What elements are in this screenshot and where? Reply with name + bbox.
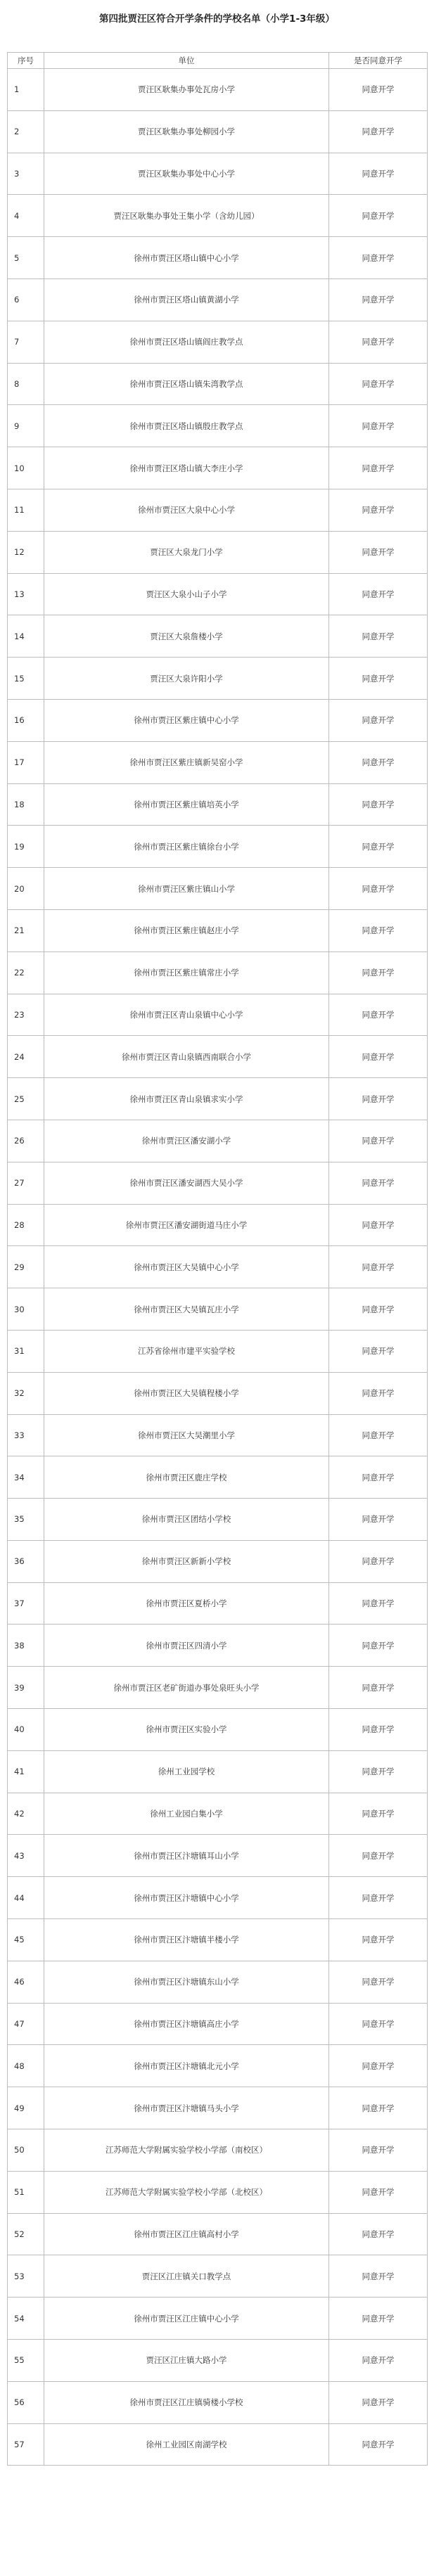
table-row	[8, 2298, 428, 2340]
table-row	[8, 1582, 428, 1625]
row-number: 49	[8, 2087, 44, 2129]
approval-status: 同意开学	[329, 1246, 428, 1288]
row-number: 17	[8, 741, 44, 783]
table-row	[8, 1330, 428, 1372]
row-number: 21	[8, 909, 44, 951]
school-name: 徐州市贾汪区大泉中心小学	[44, 489, 329, 531]
row-number: 12	[8, 531, 44, 573]
unit-column-header: 单位	[44, 53, 329, 69]
school-name: 徐州市贾汪区塔山镇朱湾教学点	[44, 363, 329, 405]
school-name: 徐州市贾汪区潘安湖小学	[44, 1120, 329, 1162]
row-number: 19	[8, 826, 44, 868]
row-number: 43	[8, 1835, 44, 1877]
school-name: 徐州市贾汪区汴塘镇北元小学	[44, 2045, 329, 2087]
approval-status: 同意开学	[329, 2298, 428, 2340]
school-name: 徐州市贾汪区大吴镇中心小学	[44, 1246, 329, 1288]
table-row	[8, 2340, 428, 2382]
school-name: 徐州市贾汪区塔山镇殷庄教学点	[44, 405, 329, 447]
row-number: 31	[8, 1330, 44, 1372]
approval-status: 同意开学	[329, 1625, 428, 1667]
school-name: 徐州市贾汪区江庄镇高村小学	[44, 2213, 329, 2255]
approval-status: 同意开学	[329, 909, 428, 951]
row-number: 54	[8, 2298, 44, 2340]
table-row	[8, 1540, 428, 1582]
table-row	[8, 1961, 428, 2003]
approval-status: 同意开学	[329, 868, 428, 910]
row-number: 23	[8, 994, 44, 1036]
status-column-header: 是否同意开学	[329, 53, 428, 69]
approval-status: 同意开学	[329, 489, 428, 531]
school-name: 徐州市贾汪区紫庄镇山小学	[44, 868, 329, 910]
approval-status: 同意开学	[329, 1961, 428, 2003]
row-number: 8	[8, 363, 44, 405]
school-name: 徐州市贾汪区塔山镇阎庄教学点	[44, 321, 329, 363]
row-number: 40	[8, 1709, 44, 1751]
table-row	[8, 1204, 428, 1246]
approval-status: 同意开学	[329, 2087, 428, 2129]
table-row	[8, 278, 428, 321]
row-number: 53	[8, 2255, 44, 2298]
table-row	[8, 1036, 428, 1078]
table-body	[8, 69, 428, 2466]
table-row	[8, 699, 428, 741]
school-name: 贾汪区大泉詹楼小学	[44, 615, 329, 658]
row-number: 26	[8, 1120, 44, 1162]
approval-status: 同意开学	[329, 1288, 428, 1331]
table-row	[8, 237, 428, 279]
table-row	[8, 1372, 428, 1414]
school-name: 贾汪区江庄镇关口教学点	[44, 2255, 329, 2298]
row-number: 9	[8, 405, 44, 447]
school-name: 江苏省徐州市建平实验学校	[44, 1330, 329, 1372]
approval-status: 同意开学	[329, 1750, 428, 1793]
table-row	[8, 531, 428, 573]
table-row	[8, 153, 428, 195]
table-row	[8, 741, 428, 783]
school-name: 徐州市贾汪区夏桥小学	[44, 1582, 329, 1625]
school-name: 徐州市贾汪区紫庄镇培英小学	[44, 783, 329, 826]
table-row	[8, 110, 428, 153]
table-row	[8, 405, 428, 447]
school-name: 徐州市贾汪区汴塘镇高庄小学	[44, 2003, 329, 2045]
school-name: 徐州市贾汪区四清小学	[44, 1625, 329, 1667]
approval-status: 同意开学	[329, 1499, 428, 1541]
row-number: 3	[8, 153, 44, 195]
approval-status: 同意开学	[329, 1330, 428, 1372]
school-list-table	[7, 52, 428, 2466]
row-number: 55	[8, 2340, 44, 2382]
school-name: 徐州工业园区南湖学校	[44, 2423, 329, 2466]
school-name: 徐州市贾汪区青山泉镇西南联合小学	[44, 1036, 329, 1078]
school-name: 徐州市贾汪区新新小学校	[44, 1540, 329, 1582]
school-name: 贾汪区耿集办事处柳园小学	[44, 110, 329, 153]
approval-status: 同意开学	[329, 615, 428, 658]
school-name: 徐州市贾汪区大吴镇瓦庄小学	[44, 1288, 329, 1331]
approval-status: 同意开学	[329, 658, 428, 700]
table-header-row	[8, 53, 428, 69]
row-number: 42	[8, 1793, 44, 1835]
row-number: 41	[8, 1750, 44, 1793]
approval-status: 同意开学	[329, 447, 428, 489]
row-number: 16	[8, 699, 44, 741]
table-row	[8, 489, 428, 531]
table-row	[8, 1456, 428, 1499]
row-number: 46	[8, 1961, 44, 2003]
approval-status: 同意开学	[329, 2340, 428, 2382]
row-number: 33	[8, 1414, 44, 1456]
school-name: 徐州市贾汪区大吴镇程楼小学	[44, 1372, 329, 1414]
table-row	[8, 1877, 428, 1919]
row-number: 25	[8, 1078, 44, 1120]
approval-status: 同意开学	[329, 1036, 428, 1078]
table-row	[8, 658, 428, 700]
school-name: 徐州市贾汪区紫庄镇新吴窑小学	[44, 741, 329, 783]
approval-status: 同意开学	[329, 2381, 428, 2423]
approval-status: 同意开学	[329, 741, 428, 783]
table-row	[8, 573, 428, 615]
table-row	[8, 1078, 428, 1120]
table-row	[8, 1750, 428, 1793]
table-row	[8, 1625, 428, 1667]
table-row	[8, 1120, 428, 1162]
row-number: 29	[8, 1246, 44, 1288]
approval-status: 同意开学	[329, 2003, 428, 2045]
row-number: 39	[8, 1667, 44, 1709]
table-row	[8, 69, 428, 111]
school-name: 徐州市贾汪区汴塘镇耳山小学	[44, 1835, 329, 1877]
approval-status: 同意开学	[329, 2129, 428, 2172]
school-name: 徐州市贾汪区江庄镇骑楼小学校	[44, 2381, 329, 2423]
approval-status: 同意开学	[329, 2255, 428, 2298]
approval-status: 同意开学	[329, 2423, 428, 2466]
table-row	[8, 1499, 428, 1541]
row-number: 30	[8, 1288, 44, 1331]
table-row	[8, 951, 428, 994]
approval-status: 同意开学	[329, 2045, 428, 2087]
school-name: 徐州市贾汪区汴塘镇半楼小学	[44, 1919, 329, 1961]
school-name: 贾汪区耿集办事处王集小学（含幼儿园）	[44, 195, 329, 237]
approval-status: 同意开学	[329, 69, 428, 111]
approval-status: 同意开学	[329, 2171, 428, 2213]
row-number: 52	[8, 2213, 44, 2255]
approval-status: 同意开学	[329, 2213, 428, 2255]
approval-status: 同意开学	[329, 363, 428, 405]
approval-status: 同意开学	[329, 1456, 428, 1499]
school-name: 徐州市贾汪区汴塘镇马头小学	[44, 2087, 329, 2129]
school-name: 徐州市贾汪区鹿庄学校	[44, 1456, 329, 1499]
approval-status: 同意开学	[329, 1793, 428, 1835]
school-name: 徐州工业园白集小学	[44, 1793, 329, 1835]
row-number: 28	[8, 1204, 44, 1246]
school-name: 徐州市贾汪区紫庄镇中心小学	[44, 699, 329, 741]
approval-status: 同意开学	[329, 237, 428, 279]
table-row	[8, 2171, 428, 2213]
row-number: 6	[8, 278, 44, 321]
row-number: 10	[8, 447, 44, 489]
school-name: 徐州市贾汪区汴塘镇东山小学	[44, 1961, 329, 2003]
table-row	[8, 868, 428, 910]
row-number: 4	[8, 195, 44, 237]
row-number: 56	[8, 2381, 44, 2423]
index-column-header: 序号	[8, 53, 44, 69]
approval-status: 同意开学	[329, 321, 428, 363]
row-number: 13	[8, 573, 44, 615]
table-row	[8, 2087, 428, 2129]
school-name: 江苏师范大学附属实验学校小学部（北校区）	[44, 2171, 329, 2213]
approval-status: 同意开学	[329, 573, 428, 615]
approval-status: 同意开学	[329, 405, 428, 447]
row-number: 44	[8, 1877, 44, 1919]
school-name: 徐州市贾汪区实验小学	[44, 1709, 329, 1751]
school-name: 徐州市贾汪区紫庄镇常庄小学	[44, 951, 329, 994]
approval-status: 同意开学	[329, 699, 428, 741]
row-number: 48	[8, 2045, 44, 2087]
approval-status: 同意开学	[329, 1667, 428, 1709]
table-row	[8, 2003, 428, 2045]
table-row	[8, 1919, 428, 1961]
approval-status: 同意开学	[329, 783, 428, 826]
approval-status: 同意开学	[329, 1204, 428, 1246]
row-number: 20	[8, 868, 44, 910]
school-name: 贾汪区耿集办事处瓦房小学	[44, 69, 329, 111]
approval-status: 同意开学	[329, 1372, 428, 1414]
approval-status: 同意开学	[329, 110, 428, 153]
row-number: 51	[8, 2171, 44, 2213]
row-number: 36	[8, 1540, 44, 1582]
school-name: 徐州市贾汪区汴塘镇中心小学	[44, 1877, 329, 1919]
table-row	[8, 321, 428, 363]
approval-status: 同意开学	[329, 1162, 428, 1204]
table-row	[8, 363, 428, 405]
table-row	[8, 1414, 428, 1456]
row-number: 5	[8, 237, 44, 279]
school-name: 徐州市贾汪区团结小学校	[44, 1499, 329, 1541]
approval-status: 同意开学	[329, 1582, 428, 1625]
approval-status: 同意开学	[329, 278, 428, 321]
approval-status: 同意开学	[329, 1919, 428, 1961]
row-number: 35	[8, 1499, 44, 1541]
row-number: 45	[8, 1919, 44, 1961]
row-number: 32	[8, 1372, 44, 1414]
row-number: 11	[8, 489, 44, 531]
school-name: 徐州工业园学校	[44, 1750, 329, 1793]
row-number: 2	[8, 110, 44, 153]
approval-status: 同意开学	[329, 1835, 428, 1877]
school-name: 徐州市贾汪区潘安湖西大吴小学	[44, 1162, 329, 1204]
school-name: 徐州市贾汪区塔山镇大李庄小学	[44, 447, 329, 489]
approval-status: 同意开学	[329, 994, 428, 1036]
school-name: 贾汪区大泉龙门小学	[44, 531, 329, 573]
table-row	[8, 1667, 428, 1709]
row-number: 47	[8, 2003, 44, 2045]
school-name: 徐州市贾汪区江庄镇中心小学	[44, 2298, 329, 2340]
approval-status: 同意开学	[329, 1709, 428, 1751]
document-title: 第四批贾汪区符合开学条件的学校名单（小学1-3年级）	[99, 13, 335, 25]
row-number: 27	[8, 1162, 44, 1204]
table-row	[8, 909, 428, 951]
table-row	[8, 1162, 428, 1204]
approval-status: 同意开学	[329, 1877, 428, 1919]
table-row	[8, 2045, 428, 2087]
school-name: 徐州市贾汪区塔山镇黄湖小学	[44, 278, 329, 321]
school-name: 江苏师范大学附属实验学校小学部（南校区）	[44, 2129, 329, 2172]
approval-status: 同意开学	[329, 1414, 428, 1456]
row-number: 37	[8, 1582, 44, 1625]
school-name: 徐州市贾汪区大吴潮里小学	[44, 1414, 329, 1456]
school-name: 徐州市贾汪区老矿街道办事处泉旺头小学	[44, 1667, 329, 1709]
school-name: 徐州市贾汪区塔山镇中心小学	[44, 237, 329, 279]
row-number: 15	[8, 658, 44, 700]
row-number: 18	[8, 783, 44, 826]
table-row	[8, 1288, 428, 1331]
row-number: 22	[8, 951, 44, 994]
row-number: 14	[8, 615, 44, 658]
table-row	[8, 2213, 428, 2255]
table-row	[8, 783, 428, 826]
table-row	[8, 447, 428, 489]
table-row	[8, 615, 428, 658]
approval-status: 同意开学	[329, 531, 428, 573]
row-number: 24	[8, 1036, 44, 1078]
approval-status: 同意开学	[329, 1120, 428, 1162]
school-name: 徐州市贾汪区紫庄镇徐台小学	[44, 826, 329, 868]
approval-status: 同意开学	[329, 153, 428, 195]
row-number: 38	[8, 1625, 44, 1667]
approval-status: 同意开学	[329, 1078, 428, 1120]
table-row	[8, 2255, 428, 2298]
row-number: 50	[8, 2129, 44, 2172]
school-name: 贾汪区大泉小山子小学	[44, 573, 329, 615]
approval-status: 同意开学	[329, 951, 428, 994]
approval-status: 同意开学	[329, 195, 428, 237]
school-name: 贾汪区耿集办事处中心小学	[44, 153, 329, 195]
school-name: 徐州市贾汪区紫庄镇赵庄小学	[44, 909, 329, 951]
table-row	[8, 1793, 428, 1835]
table-row	[8, 2423, 428, 2466]
table-row	[8, 195, 428, 237]
row-number: 34	[8, 1456, 44, 1499]
approval-status: 同意开学	[329, 1540, 428, 1582]
row-number: 1	[8, 69, 44, 111]
row-number: 57	[8, 2423, 44, 2466]
approval-status: 同意开学	[329, 826, 428, 868]
table-row	[8, 1835, 428, 1877]
table-row	[8, 994, 428, 1036]
school-name: 徐州市贾汪区青山泉镇中心小学	[44, 994, 329, 1036]
table-row	[8, 1709, 428, 1751]
row-number: 7	[8, 321, 44, 363]
table-row	[8, 2129, 428, 2172]
table-row	[8, 1246, 428, 1288]
table-row	[8, 826, 428, 868]
school-name: 徐州市贾汪区青山泉镇求实小学	[44, 1078, 329, 1120]
school-name: 贾汪区江庄镇大路小学	[44, 2340, 329, 2382]
school-name: 贾汪区大泉许阳小学	[44, 658, 329, 700]
table-row	[8, 2381, 428, 2423]
school-name: 徐州市贾汪区潘安湖街道马庄小学	[44, 1204, 329, 1246]
